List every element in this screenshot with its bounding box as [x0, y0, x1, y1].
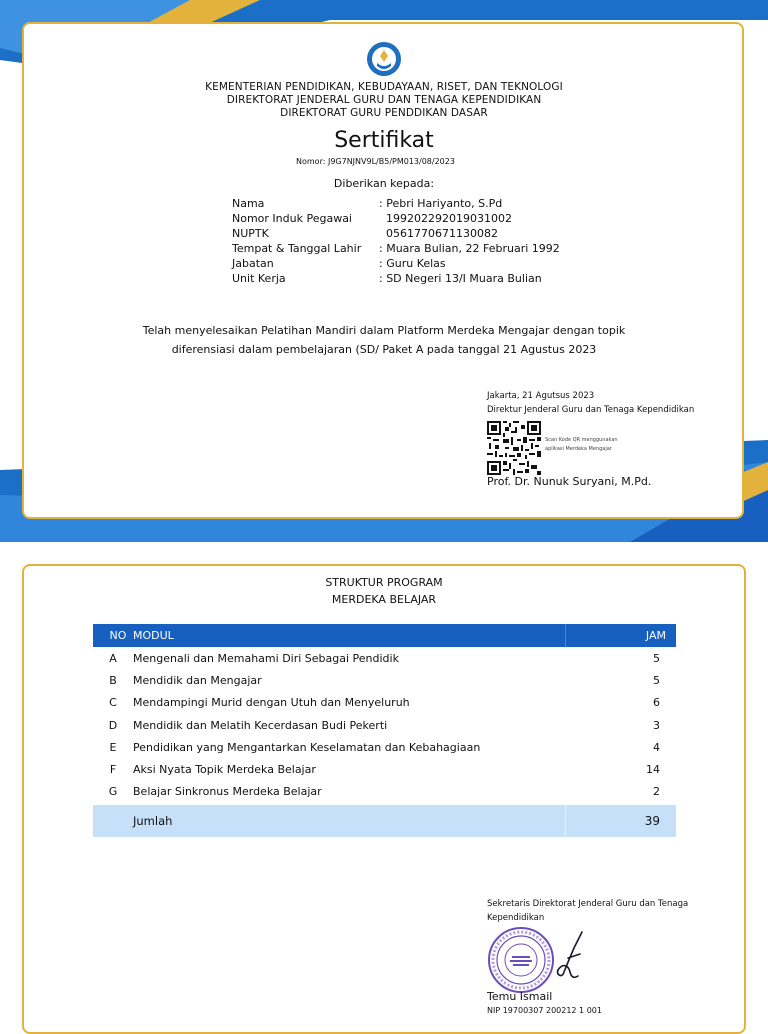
identity-value: 0561770671130082: [379, 227, 498, 240]
identity-label: Unit Kerja: [232, 272, 286, 285]
row-modul: Belajar Sinkronus Merdeka Belajar: [133, 785, 322, 799]
total-label: Jumlah: [133, 805, 566, 837]
completion-line-2: diferensiasi dalam pembelajaran (SD/ Paket A pada tanggal 21 Agustus 2023: [171, 343, 597, 356]
identity-label: Nomor Induk Pegawai: [232, 212, 352, 225]
total-row: [93, 805, 676, 837]
secretary-name: Temu Ismail: [487, 990, 553, 1003]
table-row: [93, 736, 676, 758]
row-jam: 6: [653, 696, 660, 710]
secretary-nip: NIP 19700307 200212 1 001: [487, 1006, 602, 1015]
row-no: F: [109, 763, 117, 777]
row-no: E: [109, 740, 117, 754]
row-jam: 5: [653, 673, 660, 687]
tut-wuri-handayani-logo: [366, 41, 402, 77]
module-table: [93, 624, 676, 837]
structure-title: [0, 574, 768, 608]
row-jam: 5: [653, 651, 660, 665]
identity-table: [232, 196, 560, 286]
header-no: NO: [109, 629, 127, 642]
qr-code[interactable]: [487, 421, 541, 475]
identity-value: 199202292019031002: [379, 212, 512, 225]
identity-label: Jabatan: [232, 257, 274, 270]
identity-value: : Guru Kelas: [379, 257, 446, 270]
table-row: [93, 758, 676, 780]
row-modul: Aksi Nyata Topik Merdeka Belajar: [133, 763, 316, 777]
qr-instruction: [545, 436, 618, 454]
identity-value: : SD Negeri 13/I Muara Bulian: [379, 272, 542, 285]
structure-title-line-2: MERDEKA BELAJAR: [331, 593, 437, 606]
row-jam: 3: [653, 718, 660, 732]
identity-row: [232, 211, 560, 226]
identity-label: Tempat & Tanggal Lahir: [232, 242, 362, 255]
row-modul: Mengenali dan Memahami Diri Sebagai Pendidik: [133, 651, 399, 665]
qr-note-line-1: Scan Kode QR menggunakan: [545, 437, 618, 443]
row-jam: 4: [653, 740, 660, 754]
handwritten-signature: [538, 928, 590, 986]
header-jam: JAM: [645, 629, 666, 642]
identity-row: [232, 241, 560, 256]
table-row: [93, 692, 676, 714]
signature-block: [487, 389, 694, 417]
identity-label: NUPTK: [232, 227, 269, 240]
table-row: [93, 781, 676, 803]
identity-label: Nama: [232, 197, 265, 210]
identity-value: : Muara Bulian, 22 Februari 1992: [379, 242, 560, 255]
table-row: [93, 714, 676, 736]
identity-row: [232, 256, 560, 271]
identity-value: : Pebri Hariyanto, S.Pd: [379, 197, 503, 210]
row-no: G: [108, 785, 118, 799]
header-modul: MODUL: [133, 624, 566, 647]
row-jam: 14: [646, 763, 660, 777]
total-value: 39: [644, 814, 660, 829]
given-to-label: Diberikan kepada:: [333, 177, 435, 190]
program-structure-page: [0, 542, 768, 1024]
structure-title-line-1: STRUKTUR PROGRAM: [325, 576, 443, 589]
row-modul: Mendidik dan Mengajar: [133, 673, 262, 687]
row-no: A: [109, 651, 117, 665]
row-no: C: [109, 696, 117, 710]
completion-line-1: Telah menyelesaikan Pelatihan Mandiri dalam Platform Merdeka Mengajar dengan topik: [142, 324, 626, 337]
row-jam: 2: [653, 785, 660, 799]
row-modul: Mendidik dan Melatih Kecerdasan Budi Pekerti: [133, 718, 388, 732]
identity-row: [232, 226, 560, 241]
row-modul: Pendidikan yang Mengantarkan Keselamatan dan Kebahagiaan: [133, 740, 481, 754]
director-name: Prof. Dr. Nunuk Suryani, M.Pd.: [487, 475, 652, 488]
secretary-title: Sekretaris Direktorat Jenderal Guru dan Tenaga Kependidikan: [487, 899, 689, 923]
row-modul: Mendampingi Murid dengan Utuh dan Menyeluruh: [133, 696, 410, 710]
ministry-line-2: DIREKTORAT JENDERAL GURU DAN TENAGA KEPENDIDIKAN: [226, 94, 542, 106]
completion-statement: [0, 321, 768, 359]
place-date: Jakarta, 21 Agutsus 2023: [487, 391, 595, 401]
module-table-header: [93, 624, 676, 647]
certificate-title: Sertifikat: [334, 128, 434, 153]
qr-note-line-2: aplikasi Merdeka Mengajar: [545, 446, 612, 452]
table-row: [93, 669, 676, 691]
identity-row: [232, 196, 560, 211]
table-row: [93, 647, 676, 669]
director-title: Direktur Jenderal Guru dan Tenaga Kependidikan: [487, 405, 695, 415]
identity-row: [232, 271, 560, 286]
row-no: B: [109, 673, 117, 687]
ministry-line-3: DIREKTORAT GURU PENDDIKAN DASAR: [280, 107, 488, 119]
ministry-line-1: KEMENTERIAN PENDIDIKAN, KEBUDAYAAN, RISET, DAN TEKNOLOGI: [205, 81, 563, 93]
row-no: D: [108, 718, 118, 732]
certificate-number: Nomor: J9G7NJNV9L/B5/PM013/08/2023: [296, 157, 455, 166]
